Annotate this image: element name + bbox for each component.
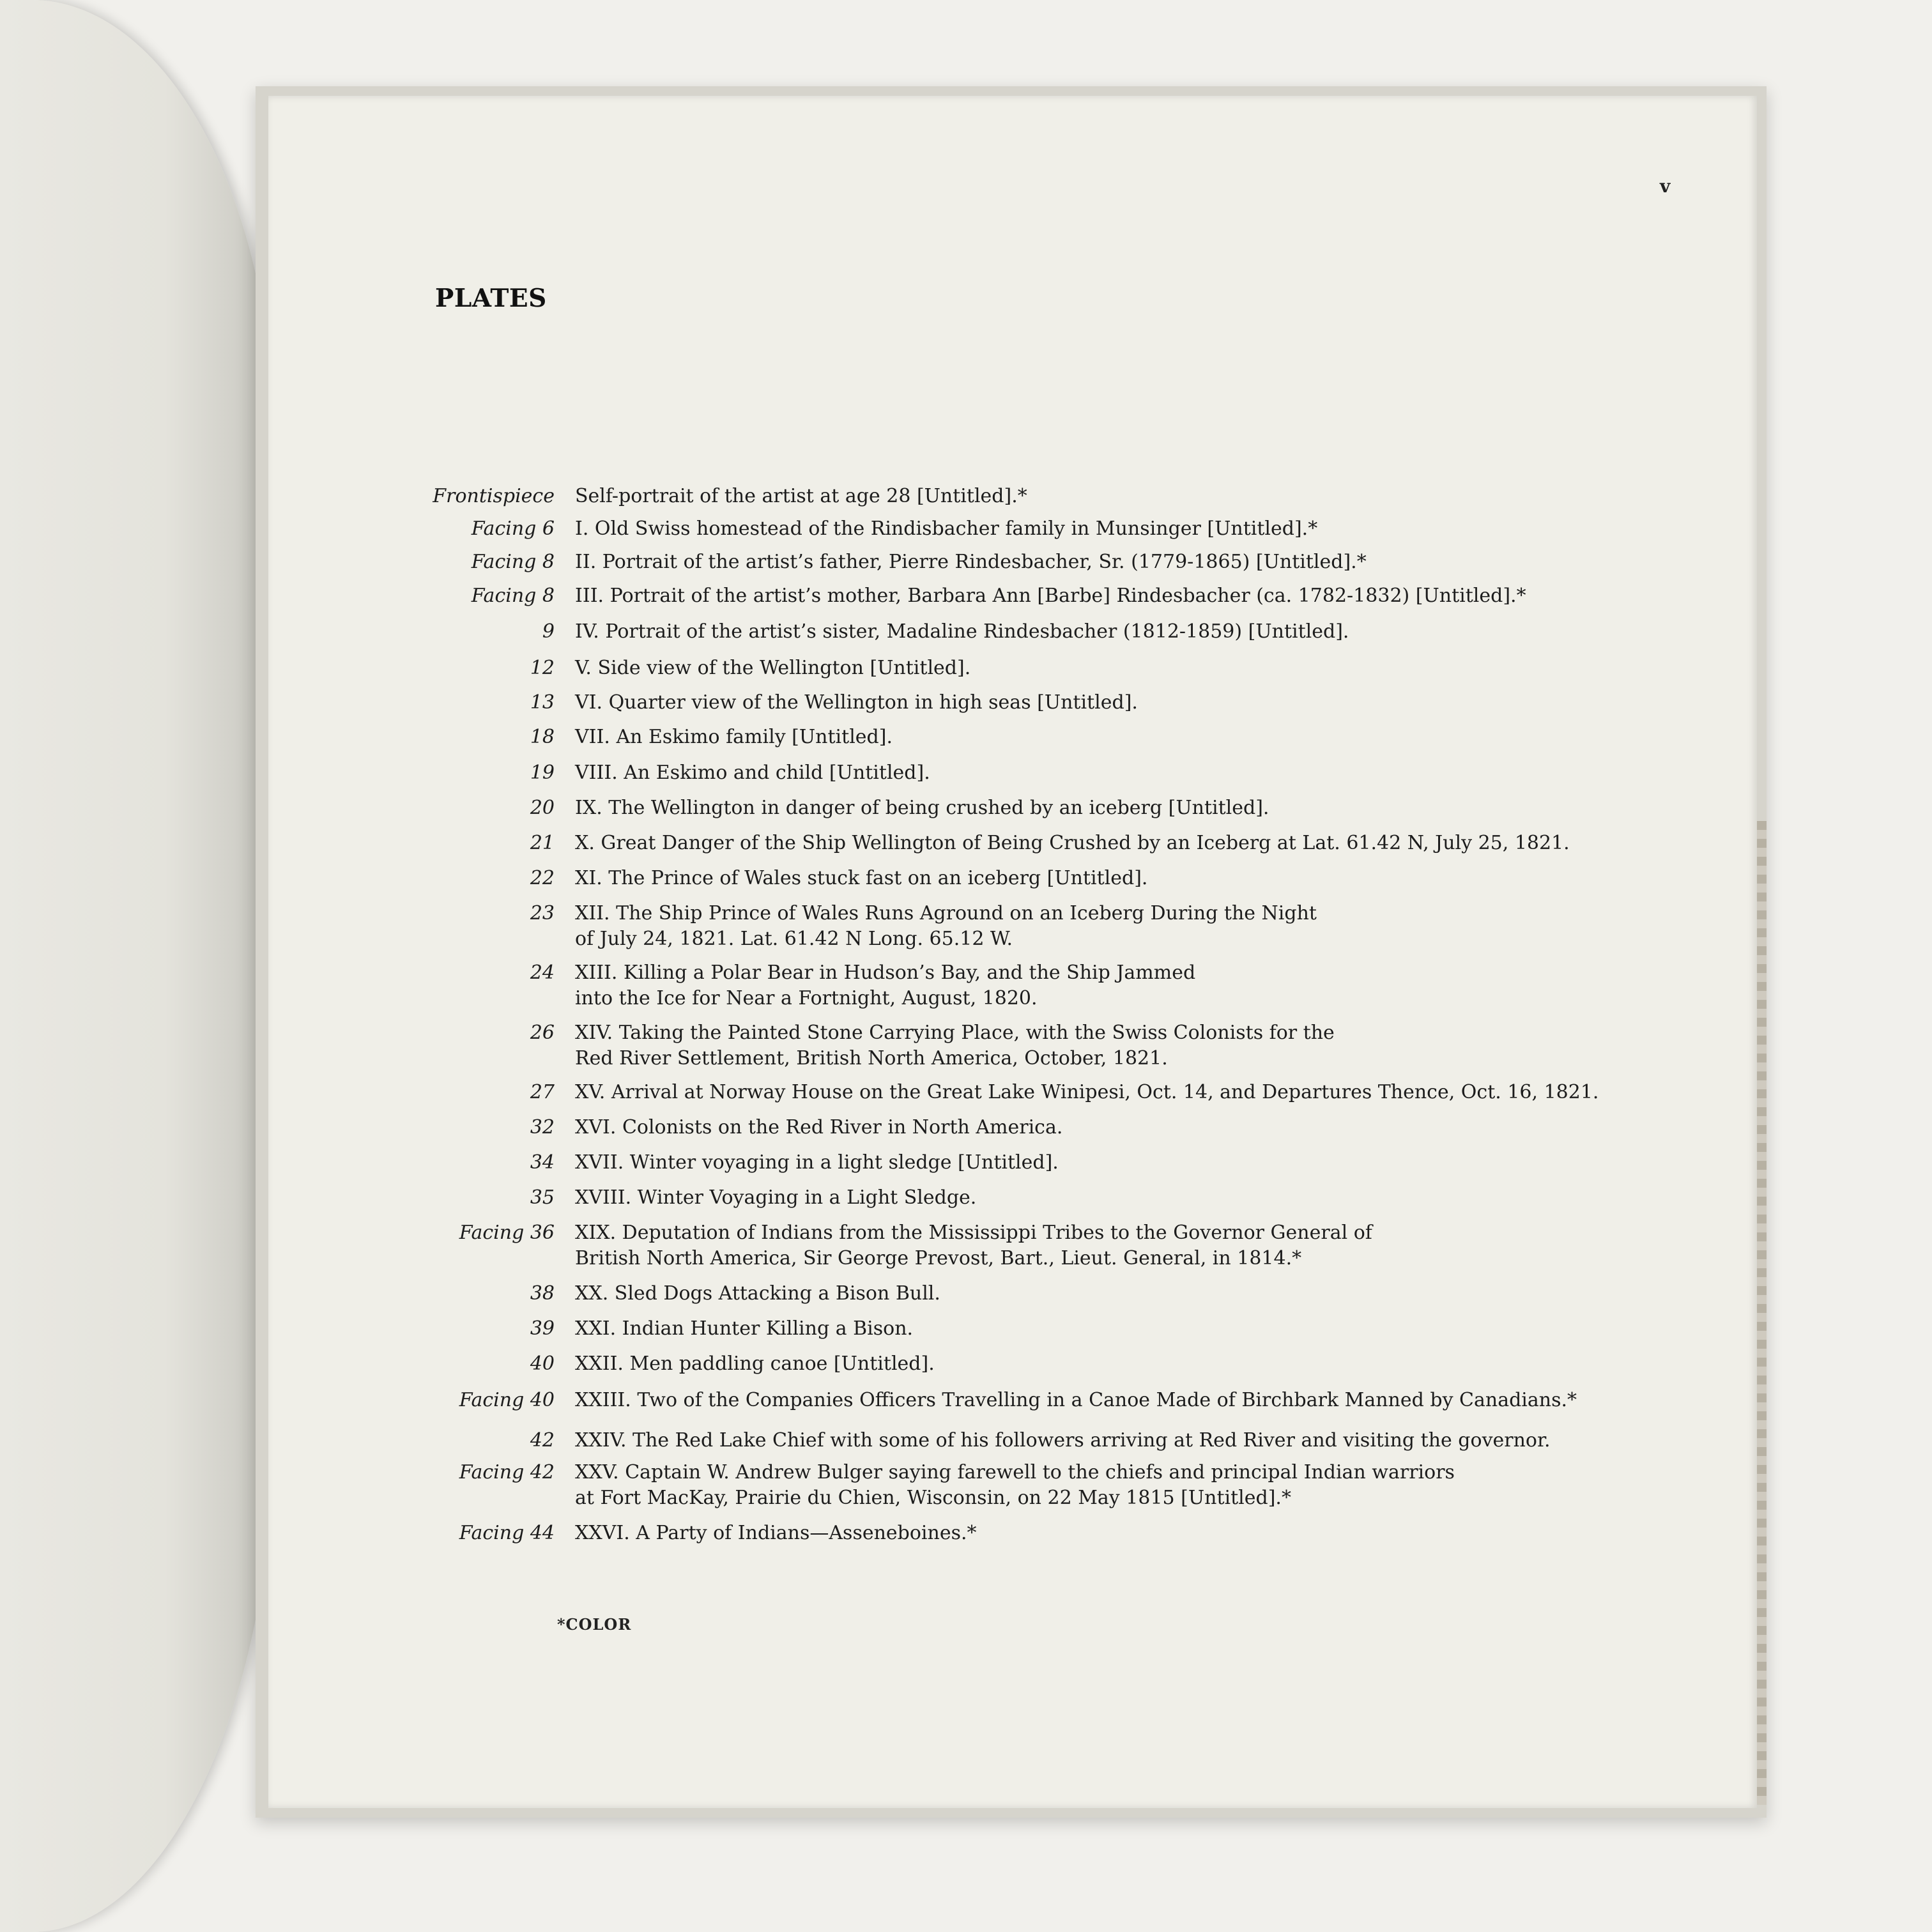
plate-location: Frontispiece [433, 485, 555, 507]
plate-description: XII. The Ship Prince of Wales Runs Aground on an Iceberg During the Night of July 24, 1821. Lat. 61.42 N Long. 65.12 W. [575, 902, 1317, 950]
plate-location: 13 [530, 691, 555, 714]
plate-location: Facing 6 [471, 518, 555, 540]
plate-description: II. Portrait of the artist’s father, Pierre Rindesbacher, Sr. (1779-1865) [Untitled].* [575, 551, 1367, 573]
plate-description: XXI. Indian Hunter Killing a Bison. [575, 1317, 914, 1340]
plate-description: V. Side view of the Wellington [Untitled]. [575, 657, 971, 679]
plate-location: 21 [530, 832, 555, 854]
plate-location: 18 [530, 726, 555, 748]
plate-location: Facing 44 [459, 1522, 555, 1544]
plate-description: XI. The Prince of Wales stuck fast on an iceberg [Untitled]. [575, 867, 1148, 889]
plate-description: XXIII. Two of the Companies Officers Travelling in a Canoe Made of Birchbark Manned by Canadians.* [575, 1389, 1577, 1411]
plate-location: 40 [530, 1353, 555, 1375]
plate-location: 12 [530, 657, 555, 679]
plate-location: 34 [530, 1151, 555, 1174]
plate-location: 20 [530, 797, 555, 819]
plate-description: III. Portrait of the artist’s mother, Barbara Ann [Barbe] Rindesbacher (ca. 1782-1832) [Untitled].* [575, 585, 1526, 607]
plate-location: Facing 42 [459, 1461, 555, 1483]
left-page [0, 0, 275, 1932]
plate-description: XVI. Colonists on the Red River in North America. [575, 1116, 1063, 1138]
page-title: PLATES [435, 284, 547, 313]
plate-location: 19 [530, 762, 555, 784]
plate-description: IX. The Wellington in danger of being crushed by an iceberg [Untitled]. [575, 797, 1269, 819]
plate-location: 27 [530, 1081, 555, 1103]
plate-description: XX. Sled Dogs Attacking a Bison Bull. [575, 1282, 940, 1305]
plate-location: 42 [530, 1429, 555, 1452]
plate-description: XVII. Winter voyaging in a light sledge [Untitled]. [575, 1151, 1059, 1174]
right-page [268, 96, 1757, 1808]
plate-location: 23 [530, 902, 555, 924]
plate-description: XVIII. Winter Voyaging in a Light Sledge. [575, 1186, 977, 1209]
plate-description: VIII. An Eskimo and child [Untitled]. [575, 762, 930, 784]
plate-location: 39 [530, 1317, 555, 1340]
plate-description: XIII. Killing a Polar Bear in Hudson’s Bay, and the Ship Jammed into the Ice for Near a Fortnight, August, 1820. [575, 962, 1196, 1009]
plate-description: XIV. Taking the Painted Stone Carrying Place, with the Swiss Colonists for the Red River Settlement, British North America, October, 1821. [575, 1022, 1335, 1070]
plate-location: Facing 36 [459, 1222, 555, 1244]
plate-description: X. Great Danger of the Ship Wellington of Being Crushed by an Iceberg at Lat. 61.42 N, July 25, 1821. [575, 832, 1570, 854]
plate-description: XXII. Men paddling canoe [Untitled]. [575, 1353, 935, 1375]
plate-description: XIX. Deputation of Indians from the Mississippi Tribes to the Governor General of British North America, Sir George Prevost, Bart., Lieut. General, in 1814.* [575, 1222, 1372, 1269]
plate-location: 24 [530, 962, 555, 984]
plate-location: 26 [530, 1022, 555, 1044]
plate-location: 22 [530, 867, 555, 889]
plate-location: 32 [530, 1116, 555, 1138]
plate-location: Facing 40 [459, 1389, 555, 1411]
color-footnote: *COLOR [557, 1615, 632, 1634]
plate-description: XXV. Captain W. Andrew Bulger saying farewell to the chiefs and principal Indian warriors at Fort MacKay, Prairie du Chien, Wisconsin, on 22 May 1815 [Untitled].* [575, 1461, 1455, 1509]
plate-location: 38 [530, 1282, 555, 1305]
plate-description: IV. Portrait of the artist’s sister, Madaline Rindesbacher (1812-1859) [Untitled]. [575, 620, 1349, 643]
plate-description: XXIV. The Red Lake Chief with some of his followers arriving at Red River and visiting the governor. [575, 1429, 1551, 1452]
plate-location: 9 [542, 620, 555, 643]
plate-location: Facing 8 [471, 551, 555, 573]
plate-description: XV. Arrival at Norway House on the Great Lake Winipesi, Oct. 14, and Departures Thence, Oct. 16, 1821. [575, 1081, 1599, 1103]
plate-description: VI. Quarter view of the Wellington in high seas [Untitled]. [575, 691, 1138, 714]
plate-location: 35 [530, 1186, 555, 1209]
plate-description: XXVI. A Party of Indians—Asseneboines.* [575, 1522, 977, 1544]
plate-location: Facing 8 [471, 585, 555, 607]
page-number: v [1660, 176, 1671, 197]
plate-description: I. Old Swiss homestead of the Rindisbacher family in Munsinger [Untitled].* [575, 518, 1318, 540]
plate-description: Self-portrait of the artist at age 28 [Untitled].* [575, 485, 1027, 507]
plate-description: VII. An Eskimo family [Untitled]. [575, 726, 893, 748]
